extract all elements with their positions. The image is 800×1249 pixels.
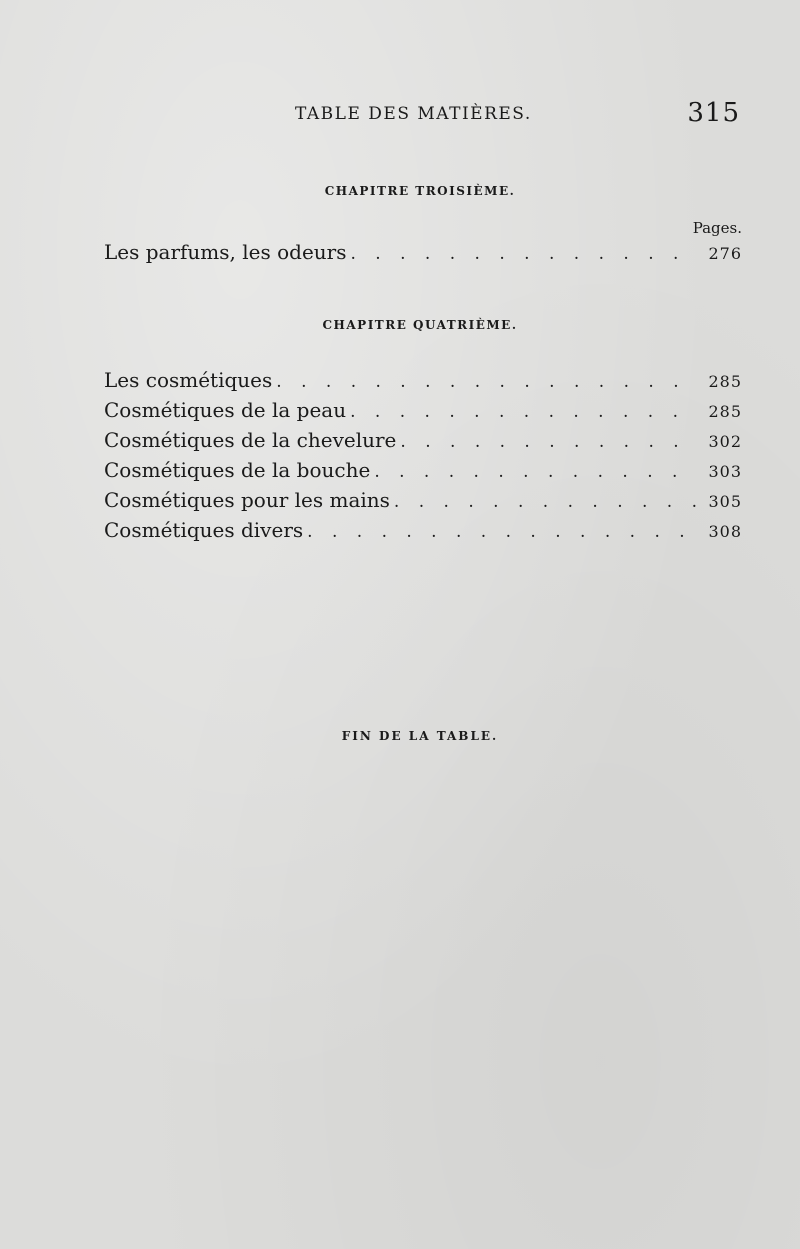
toc-entry-title: Cosmétiques divers — [104, 518, 304, 542]
dot-leader — [374, 462, 698, 482]
toc-entry-title: Les cosmétiques — [104, 368, 273, 392]
dot-leader — [394, 492, 698, 512]
toc-entry-page: 302 — [708, 432, 742, 451]
toc-entry[interactable] — [104, 458, 742, 488]
toc-entry[interactable] — [104, 488, 742, 518]
toc-entry[interactable] — [104, 518, 742, 548]
dot-leader — [351, 244, 699, 264]
page-number: 315 — [687, 98, 740, 128]
toc-entry-title: Cosmétiques de la bouche — [104, 458, 371, 482]
chapter-four-entries — [104, 368, 742, 548]
toc-entry[interactable] — [104, 428, 742, 458]
toc-entry-title: Les parfums, les odeurs — [104, 240, 347, 264]
toc-entry[interactable] — [104, 368, 742, 398]
toc-entry-page: 303 — [708, 462, 742, 481]
running-head: TABLE DES MATIÈRES. — [295, 104, 532, 124]
dot-leader — [307, 522, 698, 542]
chapter-three-heading: CHAPITRE TROISIÈME. — [324, 184, 516, 198]
dot-leader — [276, 372, 698, 392]
pages-column-label: Pages. — [692, 219, 742, 237]
toc-entry-page: 305 — [708, 492, 742, 511]
toc-entry-page: 276 — [708, 244, 742, 263]
toc-entry-page: 285 — [708, 372, 742, 391]
chapter-four-heading: CHAPITRE QUATRIÈME. — [322, 318, 518, 332]
toc-entry[interactable] — [104, 398, 742, 428]
end-of-table: FIN DE LA TABLE. — [341, 729, 499, 743]
toc-entry-title: Cosmétiques pour les mains — [104, 488, 390, 512]
toc-entry-title: Cosmétiques de la chevelure — [104, 428, 397, 452]
dot-leader — [350, 402, 698, 422]
toc-entry-page: 308 — [708, 522, 742, 541]
chapter-three-entries — [104, 240, 742, 270]
toc-entry-page: 285 — [708, 402, 742, 421]
toc-entry[interactable] — [104, 240, 742, 270]
dot-leader — [400, 432, 698, 452]
toc-entry-title: Cosmétiques de la peau — [104, 398, 347, 422]
